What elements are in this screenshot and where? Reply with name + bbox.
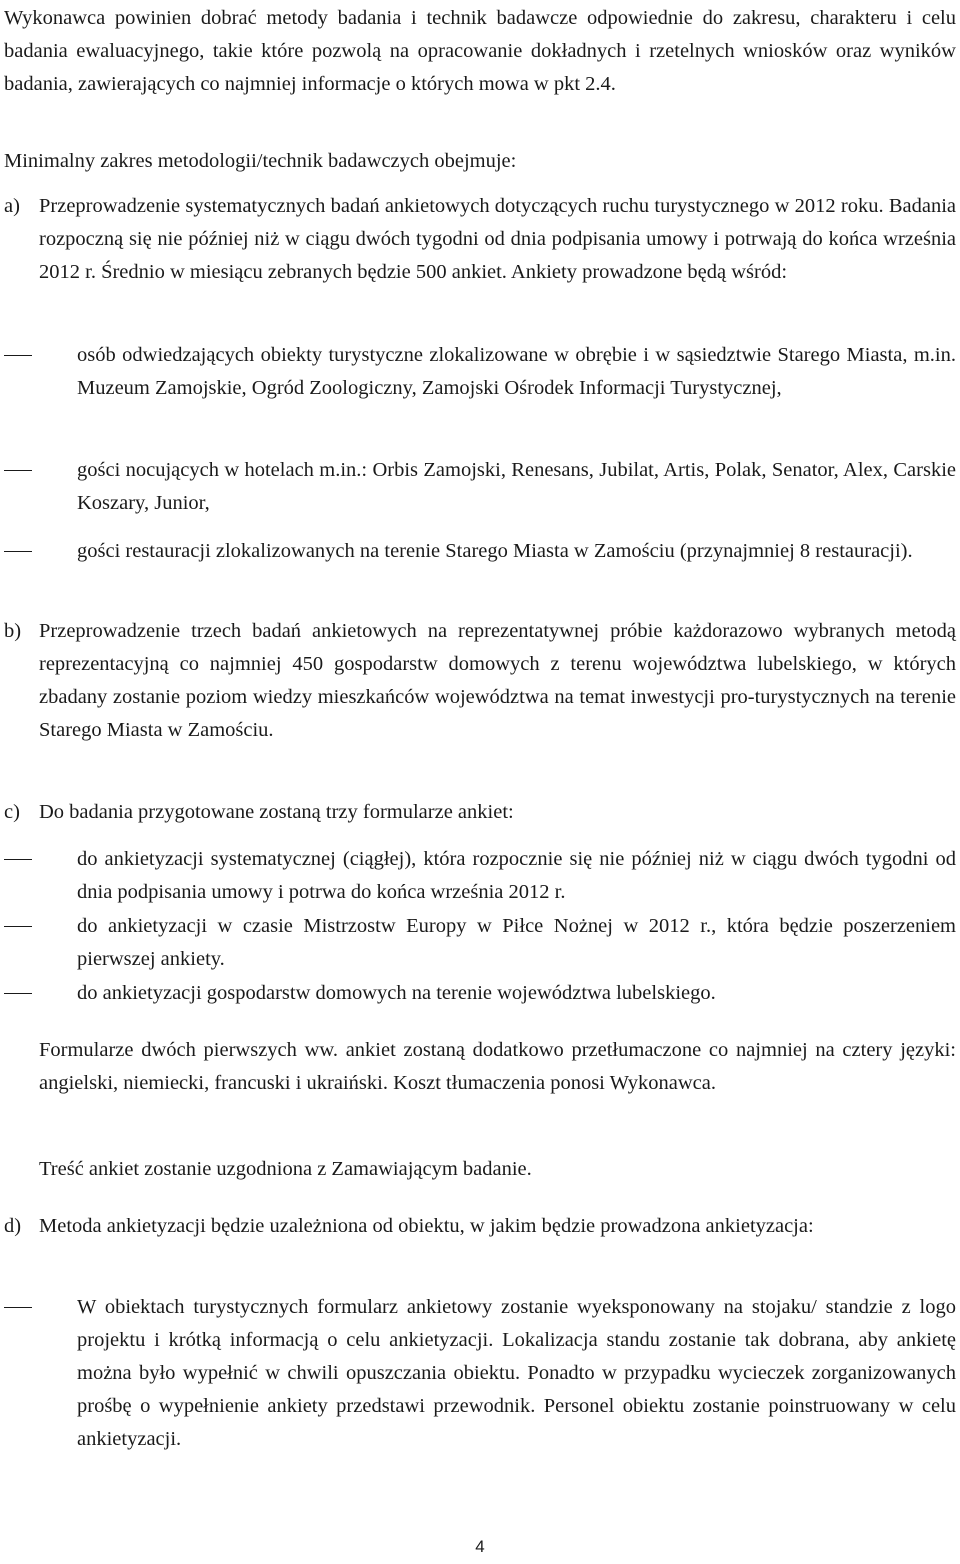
minimal-scope-paragraph: Minimalny zakres metodologii/technik badawczych obejmuje: [4, 150, 517, 172]
item-d-text: Metoda ankietyzacji będzie uzależniona od obiektu, w jakim będzie prowadzona ankietyzacja: [39, 1215, 814, 1237]
dash-bullet-icon [4, 859, 32, 860]
item-a-bullet-1: osób odwiedzających obiekty turystyczne zlokalizowane w obrębie i w sąsiedztwie Starego Miasta, m.in. Muzeum Zamojskie, Ogród Zoologiczny, Zamojski Ośrodek Informacji Turystycznej, [77, 344, 956, 399]
dash-bullet-icon [4, 355, 32, 356]
item-c-content-note: Treść ankiet zostanie uzgodniona z Zamawiającym badanie. [39, 1158, 532, 1180]
dash-bullet-icon [4, 551, 32, 552]
item-c-text: Do badania przygotowane zostaną trzy formularze ankiet: [39, 801, 514, 823]
dash-bullet-icon [4, 1307, 32, 1308]
item-b-text: Przeprowadzenie trzech badań ankietowych na reprezentatywnej próbie każdorazowo wybranych metodą reprezentacyjną co najmniej 450 gospodarstw domowych z terenu województwa lubelskiego, w których zbadany zostanie poziom wiedzy mieszkańców województwa na temat inwestycji pro-turystycznych na terenie Starego Miasta w Zamościu. [39, 620, 956, 741]
item-a-text: Przeprowadzenie systematycznych badań ankietowych dotyczących ruchu turystycznego w 2012 roku. Badania rozpoczną się nie później niż w ciągu dwóch tygodni od dnia podpisania umowy i potrwają do końca września 2012 r. Średnio w miesiącu zebranych będzie 500 ankiet. Ankiety prowadzone będą wśród: [39, 195, 956, 283]
item-a-label: a) [4, 195, 20, 217]
item-c-bullet-1: do ankietyzacji systematycznej (ciągłej), która rozpocznie się nie później niż w ciągu dwóch tygodni od dnia podpisania umowy i potrwa do końca września 2012 r. [77, 848, 956, 903]
dash-bullet-icon [4, 926, 32, 927]
dash-bullet-icon [4, 470, 32, 471]
item-b-label: b) [4, 620, 22, 642]
item-a-bullet-2: gości nocujących w hotelach m.in.: Orbis Zamojski, Renesans, Jubilat, Artis, Polak, Senator, Alex, Carskie Koszary, Junior, [77, 459, 956, 514]
item-c-bullet-3: do ankietyzacji gospodarstw domowych na terenie województwa lubelskiego. [77, 982, 716, 1004]
item-a-bullet-3: gości restauracji zlokalizowanych na terenie Starego Miasta w Zamościu (przynajmniej 8 restauracji). [77, 540, 913, 562]
intro-paragraph: Wykonawca powinien dobrać metody badania i technik badawcze odpowiednie do zakresu, charakteru i celu badania ewaluacyjnego, takie które pozwolą na opracowanie dokładnych i rzetelnych wniosków oraz wyników badania, zawierających co najmniej informacje o których mowa w pkt 2.4. [4, 7, 956, 95]
item-d-label: d) [4, 1215, 22, 1237]
page-number: 4 [475, 1537, 485, 1556]
item-d-bullet-1: W obiektach turystycznych formularz ankietowy zostanie wyeksponowany na stojaku/ standzie z logo projektu i krótką informacją o celu ankietyzacji. Lokalizacja standu zostanie tak dobrana, aby ankietę można było wypełnić w chwili opuszczania obiektu. Ponadto w przypadku wycieczek zorganizowanych prośbę o wypełnienie ankiety przedstawi przewodnik. Personel obiektu zostanie poinstruowany w celu ankietyzacji. [77, 1296, 956, 1450]
dash-bullet-icon [4, 993, 32, 994]
item-c-bullet-2: do ankietyzacji w czasie Mistrzostw Europy w Piłce Nożnej w 2012 r., która będzie poszerzeniem pierwszej ankiety. [77, 915, 956, 970]
item-c-label: c) [4, 801, 20, 823]
item-c-translation-note: Formularze dwóch pierwszych ww. ankiet zostaną dodatkowo przetłumaczone co najmniej na cztery języki: angielski, niemiecki, francuski i ukraiński. Koszt tłumaczenia ponosi Wykonawca. [39, 1039, 956, 1094]
